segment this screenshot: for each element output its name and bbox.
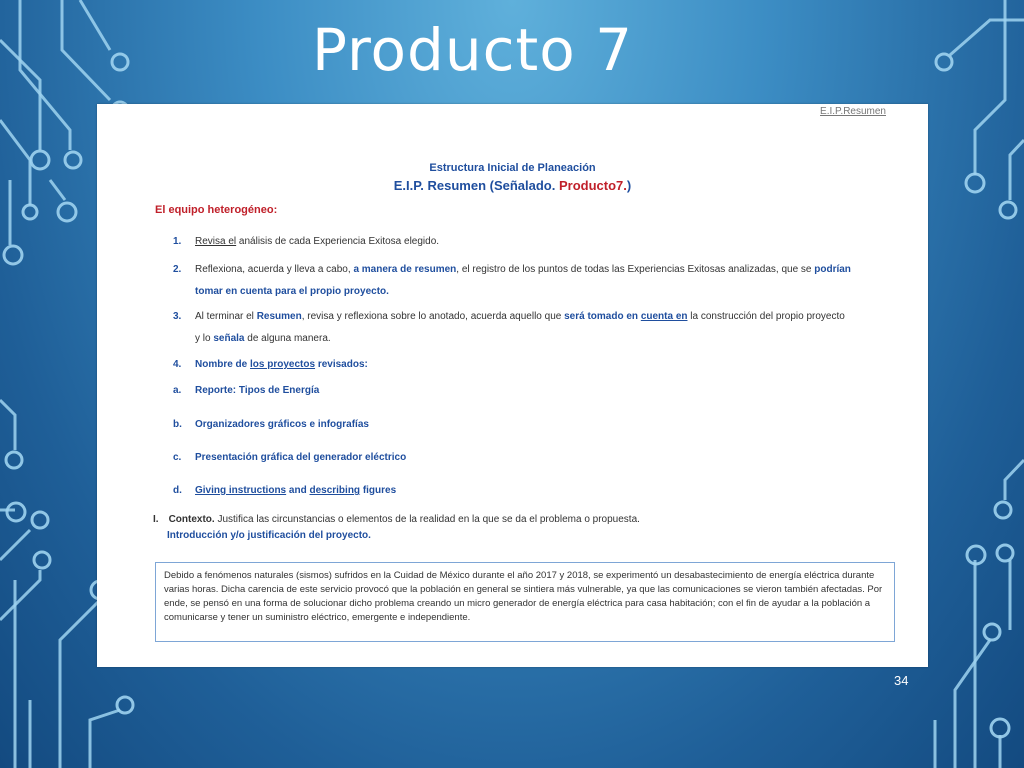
item-text: de alguna manera. <box>244 333 331 344</box>
item-highlight: será tomado en <box>564 311 641 322</box>
list-item <box>173 380 893 402</box>
item-highlight: Resumen <box>256 311 302 322</box>
subtitle-highlight: Producto7. <box>558 178 627 193</box>
item-highlight: Nombre de <box>195 359 251 370</box>
document-image <box>97 104 928 667</box>
item-number: 4. <box>173 359 182 370</box>
item-letter: b. <box>173 419 182 430</box>
subtitle-end: ) <box>626 178 632 193</box>
item-text: Al terminar el <box>195 311 257 322</box>
justification-box: Debido a fenómenos naturales (sismos) sufridos en la Cuidad de México durante el año 2017 y 2018, se experimentó un desabastecimiento de energía eléctrica durante varias horas. Dicha carencia de este servicio provocó que la población en general se sintiera más vulnerable, ya que las comunicaciones se vieron también afectadas. Por ende, se pensó en una forma de solucionar dicho problema creando un micro generador de energía eléctrica para casa habitación; con el fin de ayudar a la población a comunicarse y tener un suministro eléctrico, emergente e independiente. <box>155 562 895 642</box>
item-text: Revisa el <box>195 236 237 247</box>
list-item <box>173 231 893 253</box>
header-reference: E.I.P.Resumen <box>820 106 886 117</box>
list-item <box>173 306 893 350</box>
item-letter: d. <box>173 485 182 496</box>
item-text: figures <box>360 485 397 496</box>
item-text: Organizadores gráficos e infografías <box>195 419 369 430</box>
item-highlight: los proyectos <box>250 359 316 370</box>
section-number: I. <box>153 514 159 525</box>
item-highlight: a manera de resumen <box>353 264 457 275</box>
list-item <box>173 480 893 502</box>
subtitle-main: E.I.P. Resumen (Señalado. <box>393 178 559 193</box>
document-subtitle <box>97 178 928 193</box>
item-letter: a. <box>173 385 182 396</box>
item-text: Reflexiona, acuerda y lleva a cabo, <box>195 264 354 275</box>
context-section <box>153 514 893 525</box>
slide-number: 34 <box>894 673 909 688</box>
item-continuation <box>173 328 893 350</box>
item-text: and <box>286 485 310 496</box>
list-item <box>173 447 893 469</box>
item-number: 1. <box>173 236 182 247</box>
item-highlight: señala <box>213 333 245 344</box>
item-text: Presentación gráfica del generador eléctrico <box>195 452 407 463</box>
intro-heading: Introducción y/o justificación del proyecto. <box>167 530 371 541</box>
item-text: análisis de cada Experiencia Exitosa elegido. <box>236 236 440 247</box>
item-continuation: tomar en cuenta para el propio proyecto. <box>195 286 389 297</box>
item-highlight: podrían <box>814 264 851 275</box>
item-text: describing <box>309 485 361 496</box>
item-highlight: cuenta en <box>640 311 688 322</box>
team-heading: El equipo heterogéneo: <box>155 204 278 216</box>
context-label: Contexto. <box>168 514 215 525</box>
item-text: Giving instructions <box>195 485 287 496</box>
item-text: , el registro de los puntos de todas las Experiencias Exitosas analizadas, que se <box>456 264 815 275</box>
item-number: 2. <box>173 264 182 275</box>
item-highlight: revisados: <box>315 359 368 370</box>
item-text: y lo <box>195 333 214 344</box>
item-number: 3. <box>173 311 182 322</box>
context-text: Justifica las circunstancias o elementos de la realidad en la que se da el problema o propuesta. <box>214 514 640 525</box>
item-text: , revisa y reflexiona sobre lo anotado, acuerda aquello que <box>301 311 565 322</box>
slide-title: Producto 7 <box>312 16 634 84</box>
list-item <box>173 259 893 303</box>
item-text: Reporte: Tipos de Energía <box>195 385 320 396</box>
list-item <box>173 354 893 376</box>
document-title: Estructura Inicial de Planeación <box>429 162 596 174</box>
list-item <box>173 414 893 436</box>
item-letter: c. <box>173 452 182 463</box>
item-text: la construcción del propio proyecto <box>687 311 845 322</box>
